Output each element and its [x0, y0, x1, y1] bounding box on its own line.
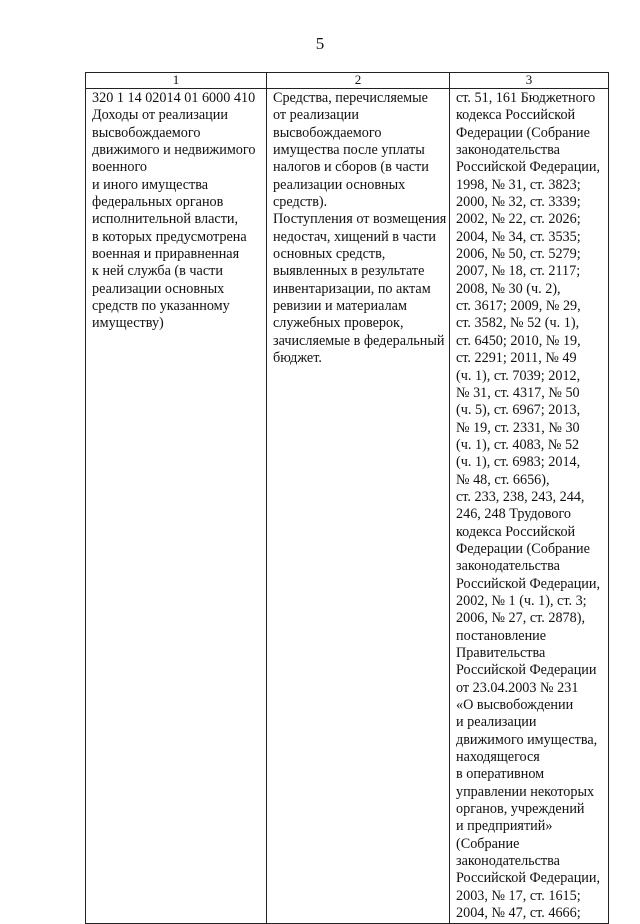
text-line: к ней служба (в части	[92, 263, 223, 280]
text-line: кодекса Российской	[456, 523, 576, 540]
text-line: Российской Федерации,	[456, 159, 601, 176]
text-line: 1998, № 31, ст. 3823;	[456, 176, 581, 193]
text-line: от 23.04.2003 № 231	[456, 679, 579, 696]
text-line: налогов и сборов (в части	[273, 159, 429, 176]
text-line: и реализации	[456, 714, 537, 731]
text-line: (Собрание	[456, 835, 520, 852]
legal-basis-cell	[450, 89, 609, 924]
text-line: 2008, № 30 (ч. 2),	[456, 280, 561, 297]
text-line: находящегося	[456, 749, 540, 766]
text-line: от реализации	[273, 107, 359, 124]
text-line: ст. 3617; 2009, № 29,	[456, 298, 581, 315]
text-line: Российской Федерации,	[456, 575, 601, 592]
text-line: № 31, ст. 4317, № 50	[456, 384, 580, 401]
text-line: высвобождаемого	[273, 124, 382, 141]
text-line: в которых предусмотрена	[92, 228, 247, 245]
text-line: недостач, хищений в части	[273, 228, 436, 245]
column-header-3: 3	[450, 73, 609, 89]
column-header-1: 1	[86, 73, 267, 89]
text-line: средств).	[273, 194, 328, 211]
text-line: (ч. 1), ст. 6983; 2014,	[456, 454, 581, 471]
text-line: в оперативном	[456, 766, 545, 783]
text-line: имуществу)	[92, 315, 164, 332]
text-line: 246, 248 Трудового	[456, 506, 572, 523]
text-line: законодательства	[456, 142, 560, 159]
table-header-row	[86, 73, 609, 89]
text-line: постановление	[456, 627, 547, 644]
text-line: ст. 233, 238, 243, 244,	[456, 488, 585, 505]
text-line: органов, учреждений	[456, 801, 585, 818]
text-line: «О высвобождении	[456, 697, 574, 714]
text-line: 2004, № 47, ст. 4666;	[456, 905, 581, 922]
text-line: федеральных органов	[92, 194, 224, 211]
text-line: Правительства	[456, 645, 546, 661]
text-line: (ч. 1), ст. 7039; 2012,	[456, 367, 581, 384]
table-row	[86, 89, 609, 924]
text-line: ст. 51, 161 Бюджетного	[456, 90, 596, 106]
text-line: служебных проверок,	[273, 315, 404, 332]
text-line: № 48, ст. 6656),	[456, 471, 550, 488]
text-line: основных средств,	[273, 246, 386, 263]
text-line: зачисляемые в федеральный	[273, 332, 445, 349]
text-line: ст. 3582, № 52 (ч. 1),	[456, 315, 580, 332]
income-code-cell	[86, 89, 267, 924]
text-line: законодательства	[456, 853, 560, 870]
text-line: и иного имущества	[92, 176, 209, 193]
description-text	[273, 90, 446, 368]
text-line: 2007, № 18, ст. 2117;	[456, 263, 581, 280]
text-line: бюджет.	[273, 350, 322, 367]
text-line: движимого имущества,	[456, 731, 598, 748]
text-line: управлении некоторых	[456, 783, 595, 800]
text-line: Российской Федерации,	[456, 870, 601, 887]
text-line: Средства, перечисляемые	[273, 90, 428, 106]
text-line: законодательства	[456, 558, 560, 575]
document-table	[85, 72, 609, 924]
text-line: исполнительной власти,	[92, 211, 239, 228]
text-line: и предприятий»	[456, 818, 553, 835]
text-line: 2002, № 1 (ч. 1), ст. 3;	[456, 592, 587, 609]
text-line: Федерации (Собрание	[456, 540, 590, 557]
legal-basis-text	[456, 90, 605, 923]
text-line: реализации основных	[273, 176, 406, 193]
text-line: кодекса Российской	[456, 107, 576, 124]
text-line: Федерации (Собрание	[456, 124, 590, 141]
text-line: движимого и недвижимого	[92, 142, 256, 159]
text-line: средств по указанному	[92, 298, 230, 315]
text-line: Доходы от реализации	[92, 107, 228, 124]
text-line: (ч. 5), ст. 6967; 2013,	[456, 402, 581, 419]
text-line: высвобождаемого	[92, 124, 201, 141]
text-line: 2002, № 22, ст. 2026;	[456, 211, 581, 228]
income-code-text	[92, 90, 263, 333]
text-line: 2000, № 32, ст. 3339;	[456, 194, 581, 211]
text-line: 2006, № 27, ст. 2878),	[456, 610, 586, 627]
text-line: военная и приравненная	[92, 246, 240, 263]
text-line: имущества после уплаты	[273, 142, 425, 159]
text-line: 2006, № 50, ст. 5279;	[456, 246, 581, 263]
description-cell	[267, 89, 450, 924]
text-line: 320 1 14 02014 01 6000 410	[92, 90, 256, 106]
text-line: военного	[92, 159, 148, 176]
text-line: Поступления от возмещения	[273, 211, 447, 228]
column-header-2: 2	[267, 73, 450, 89]
text-line: № 19, ст. 2331, № 30	[456, 419, 580, 436]
text-line: ст. 6450; 2010, № 19,	[456, 332, 581, 349]
text-line: инвентаризации, по актам	[273, 280, 431, 297]
text-line: выявленных в результате	[273, 263, 425, 280]
page-number: 5	[315, 34, 325, 53]
text-line: 2003, № 17, ст. 1615;	[456, 887, 581, 904]
text-line: ревизии и материалам	[273, 298, 407, 315]
text-line: Российской Федерации	[456, 662, 597, 679]
text-line: реализации основных	[92, 280, 225, 297]
text-line: 2004, № 34, ст. 3535;	[456, 228, 581, 245]
text-line: ст. 2291; 2011, № 49	[456, 350, 577, 367]
text-line: (ч. 1), ст. 4083, № 52	[456, 436, 580, 453]
